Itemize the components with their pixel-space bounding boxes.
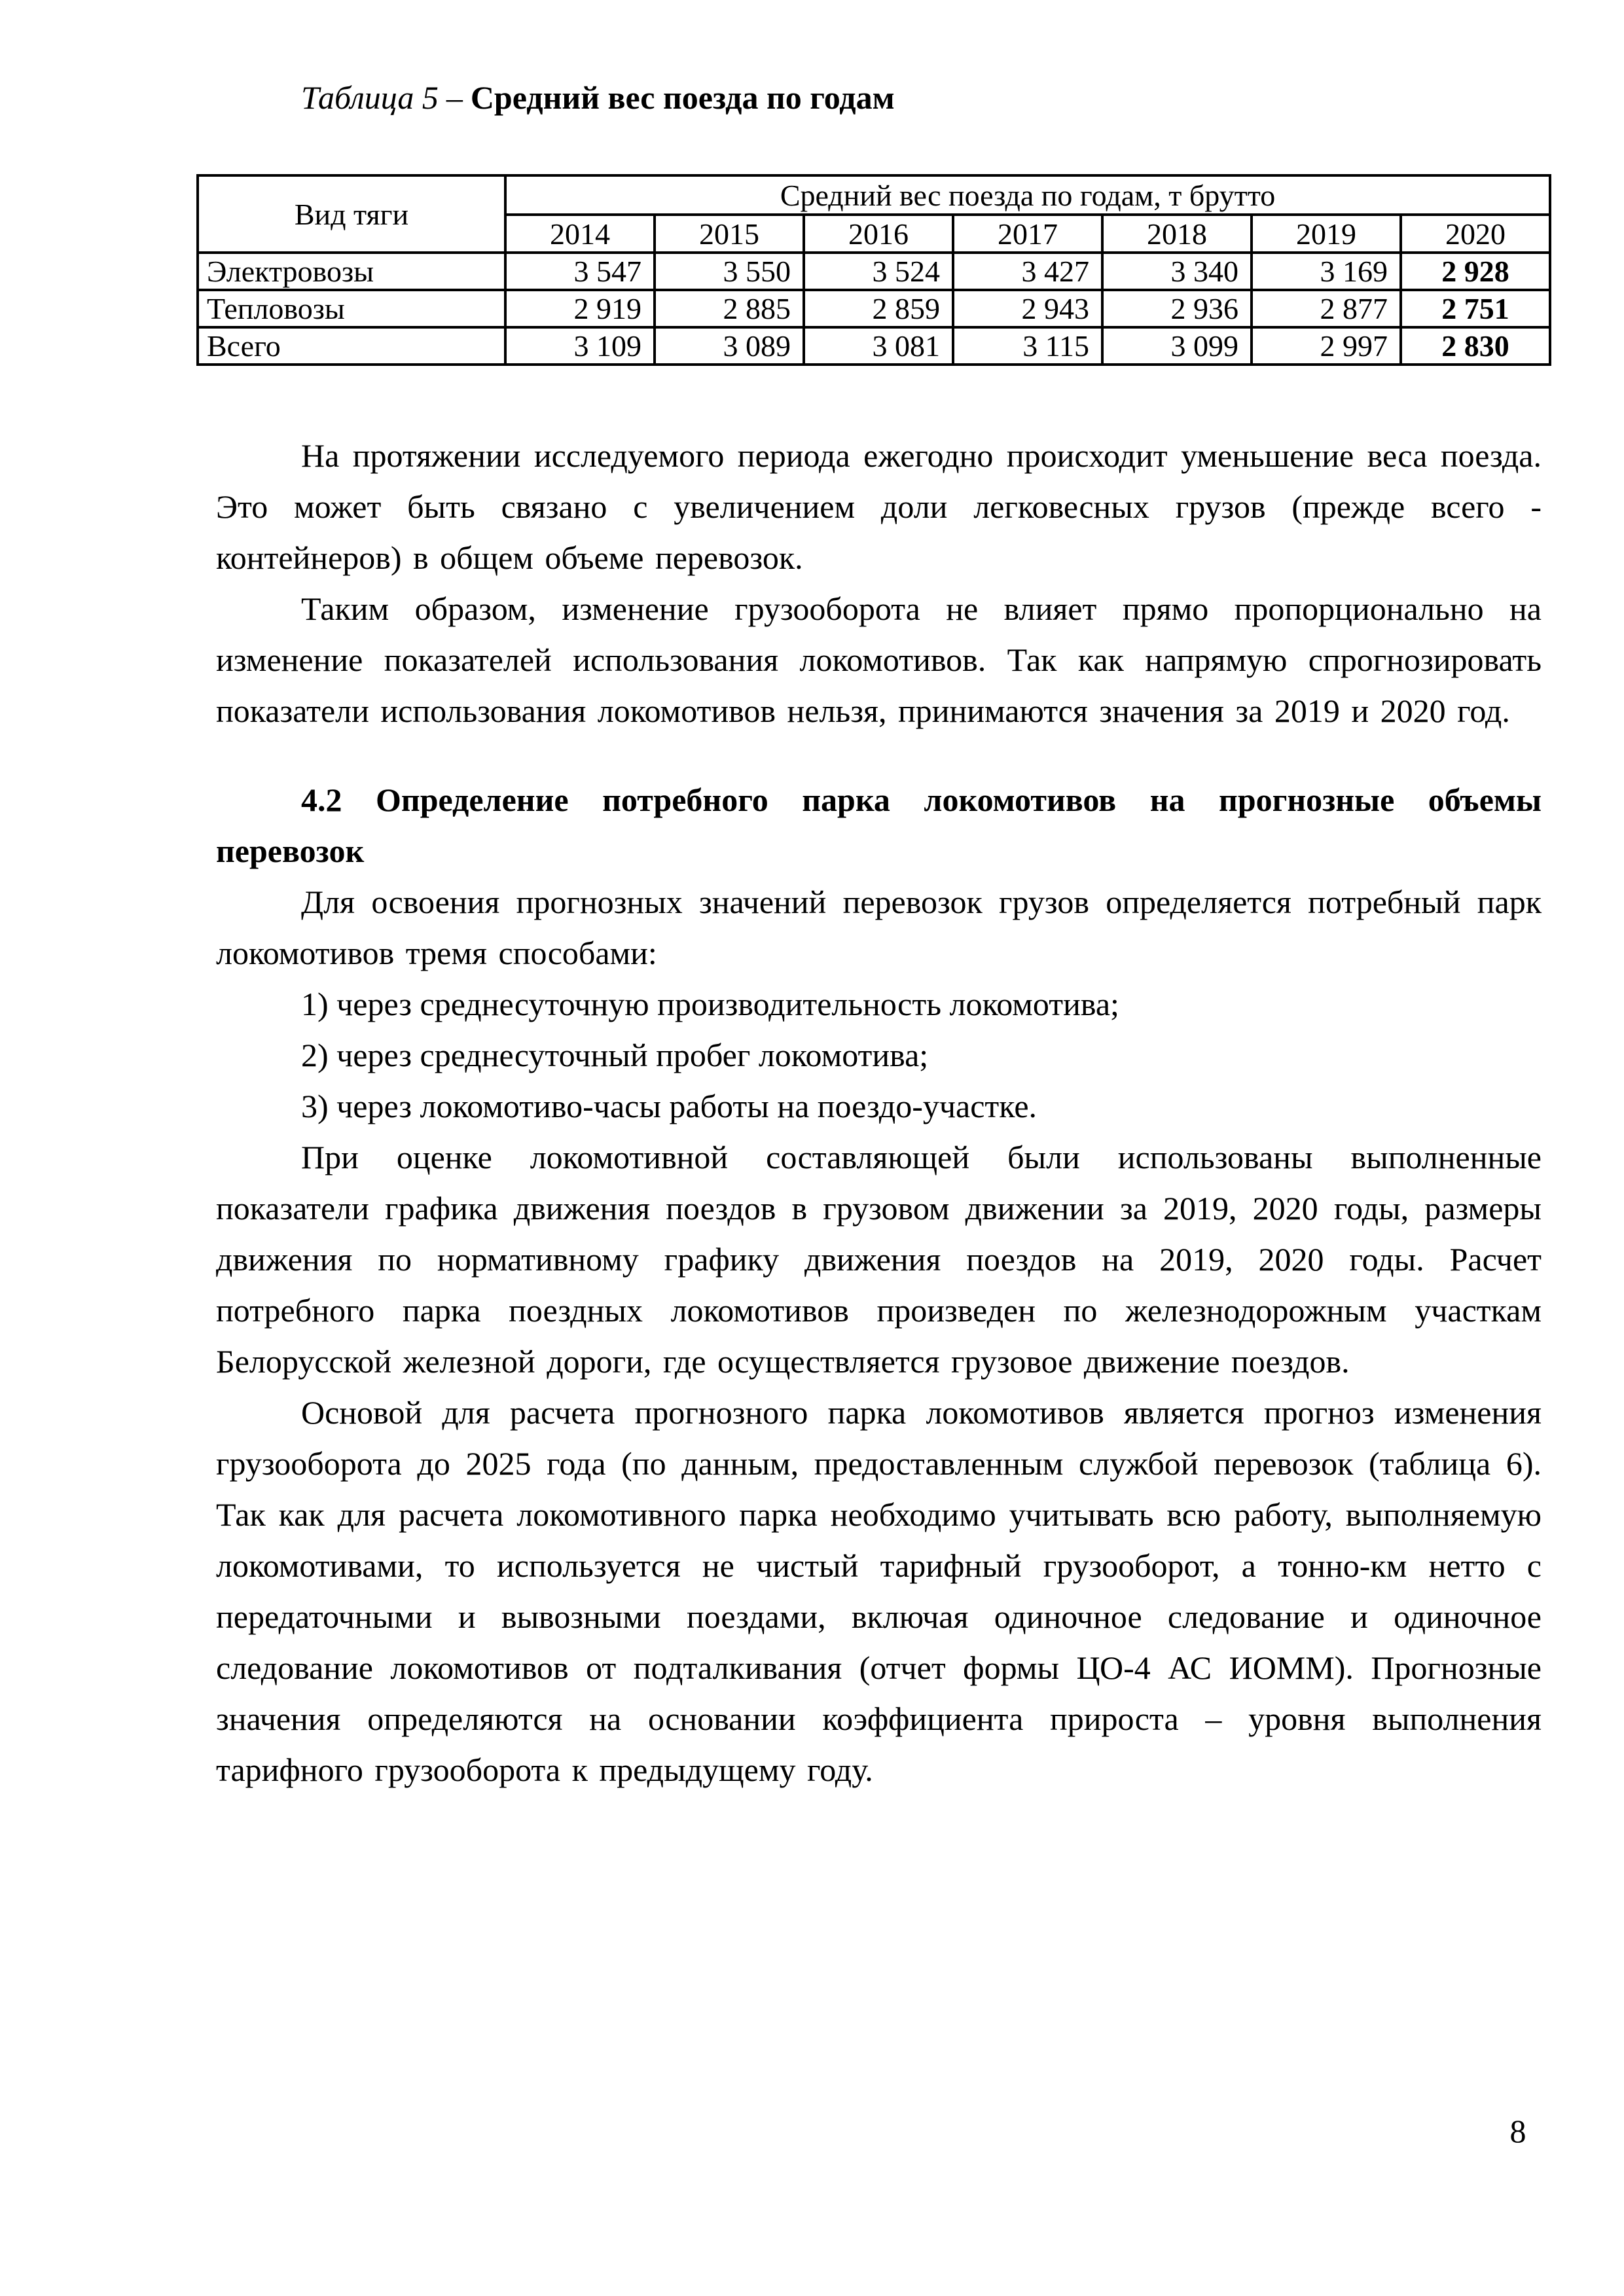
table-row-electric — [198, 253, 1550, 290]
table-cell: 2 885 — [655, 290, 804, 327]
page-content — [207, 77, 1542, 1795]
table-row-total — [198, 327, 1550, 365]
table-cell: 3 089 — [655, 327, 804, 365]
group-header: Средний вес поезда по годам, т брутто — [505, 175, 1550, 215]
row-label-total: Всего — [198, 327, 505, 365]
table-cell: 2 830 — [1401, 327, 1550, 365]
table-cell: 3 099 — [1102, 327, 1252, 365]
year-header-2016: 2016 — [804, 215, 953, 253]
year-header-2017: 2017 — [953, 215, 1102, 253]
table-cell: 3 115 — [953, 327, 1102, 365]
page-number: 8 — [1509, 2113, 1526, 2149]
section-heading-4-2: 4.2 Определение потребного парка локомотивов на прогнозные объемы перевозок — [216, 781, 1542, 869]
list-item-3: 3) через локомотиво-часы работы на поездо-участке. — [301, 1088, 1038, 1124]
table-cell: 2 928 — [1401, 253, 1550, 290]
table-cell: 3 169 — [1252, 253, 1401, 290]
table-cell: 2 919 — [505, 290, 655, 327]
table-caption — [216, 77, 1542, 118]
paragraph-three-methods: Для освоения прогнозных значений перевозок грузов определяется потребный парк локомотивов тремя способами: — [216, 884, 1542, 971]
row-label-electric: Электровозы — [198, 253, 505, 290]
table-cell: 2 751 — [1401, 290, 1550, 327]
table-cell: 3 081 — [804, 327, 953, 365]
table-cell: 2 943 — [953, 290, 1102, 327]
traction-type-header: Вид тяги — [198, 175, 505, 253]
list-item-1: 1) через среднесуточную производительность локомотива; — [301, 986, 1119, 1022]
table-cell: 3 427 — [953, 253, 1102, 290]
table-caption-title: Средний вес поезда по годам — [470, 79, 895, 116]
table-cell: 3 547 — [505, 253, 655, 290]
paragraph-forecast-basis: Основой для расчета прогнозного парка локомотивов является прогноз изменения грузооборота до 2025 года (по данным, предоставленным службой перевозок (таблица 6). Так как для расчета локомотивного парка необходимо учитывать всю работу, выполняемую локомотивами, то используется не чистый тарифный грузооборот, а тонно-км нетто с передаточными и вывозными поездами, включая одиночное следование и одиночное следование локомотивов от подталкивания (отчет формы ЦО-4 АС ИОММ). Прогнозные значения определяются на основании коэффициента прироста – уровня выполнения тарифного грузооборота к предыдущему году. — [216, 1394, 1542, 1788]
table-cell: 3 550 — [655, 253, 804, 290]
paragraph-conclusion: Таким образом, изменение грузооборота не влияет прямо пропорционально на изменение показателей использования локомотивов. Так как напрямую спрогнозировать показатели использования локомотивов нельзя, принимаются значения за 2019 и 2020 год. — [216, 590, 1542, 729]
table-caption-number: Таблица 5 — [301, 79, 439, 116]
table-caption-dash: – — [446, 79, 463, 116]
table-cell: 3 340 — [1102, 253, 1252, 290]
table-cell: 2 997 — [1252, 327, 1401, 365]
list-item-2: 2) через среднесуточный пробег локомотива; — [301, 1037, 929, 1073]
average-train-weight-table — [196, 174, 1551, 366]
table-cell: 2 859 — [804, 290, 953, 327]
table-cell: 3 109 — [505, 327, 655, 365]
year-header-2018: 2018 — [1102, 215, 1252, 253]
paragraph-schedule-data: При оценке локомотивной составляющей были использованы выполненные показатели графика движения поездов в грузовом движении за 2019, 2020 годы, размеры движения по нормативному графику движения поездов на 2019, 2020 годы. Расчет потребного парка поездных локомотивов произведен по железнодорожным участкам Белорусской железной дороги, где осуществляется грузовое движение поездов. — [216, 1139, 1542, 1380]
body-text — [216, 430, 1542, 1795]
table-cell: 3 524 — [804, 253, 953, 290]
table-header-row-1 — [198, 175, 1550, 215]
year-header-2015: 2015 — [655, 215, 804, 253]
year-header-2019: 2019 — [1252, 215, 1401, 253]
row-label-diesel: Тепловозы — [198, 290, 505, 327]
table-row-diesel — [198, 290, 1550, 327]
year-header-2020: 2020 — [1401, 215, 1550, 253]
table-cell: 2 877 — [1252, 290, 1401, 327]
year-header-2014: 2014 — [505, 215, 655, 253]
table-cell: 2 936 — [1102, 290, 1252, 327]
paragraph-weight-decrease: На протяжении исследуемого периода ежегодно происходит уменьшение веса поезда. Это может быть связано с увеличением доли легковесных грузов (прежде всего - контейнеров) в общем объеме перевозок. — [216, 437, 1542, 576]
